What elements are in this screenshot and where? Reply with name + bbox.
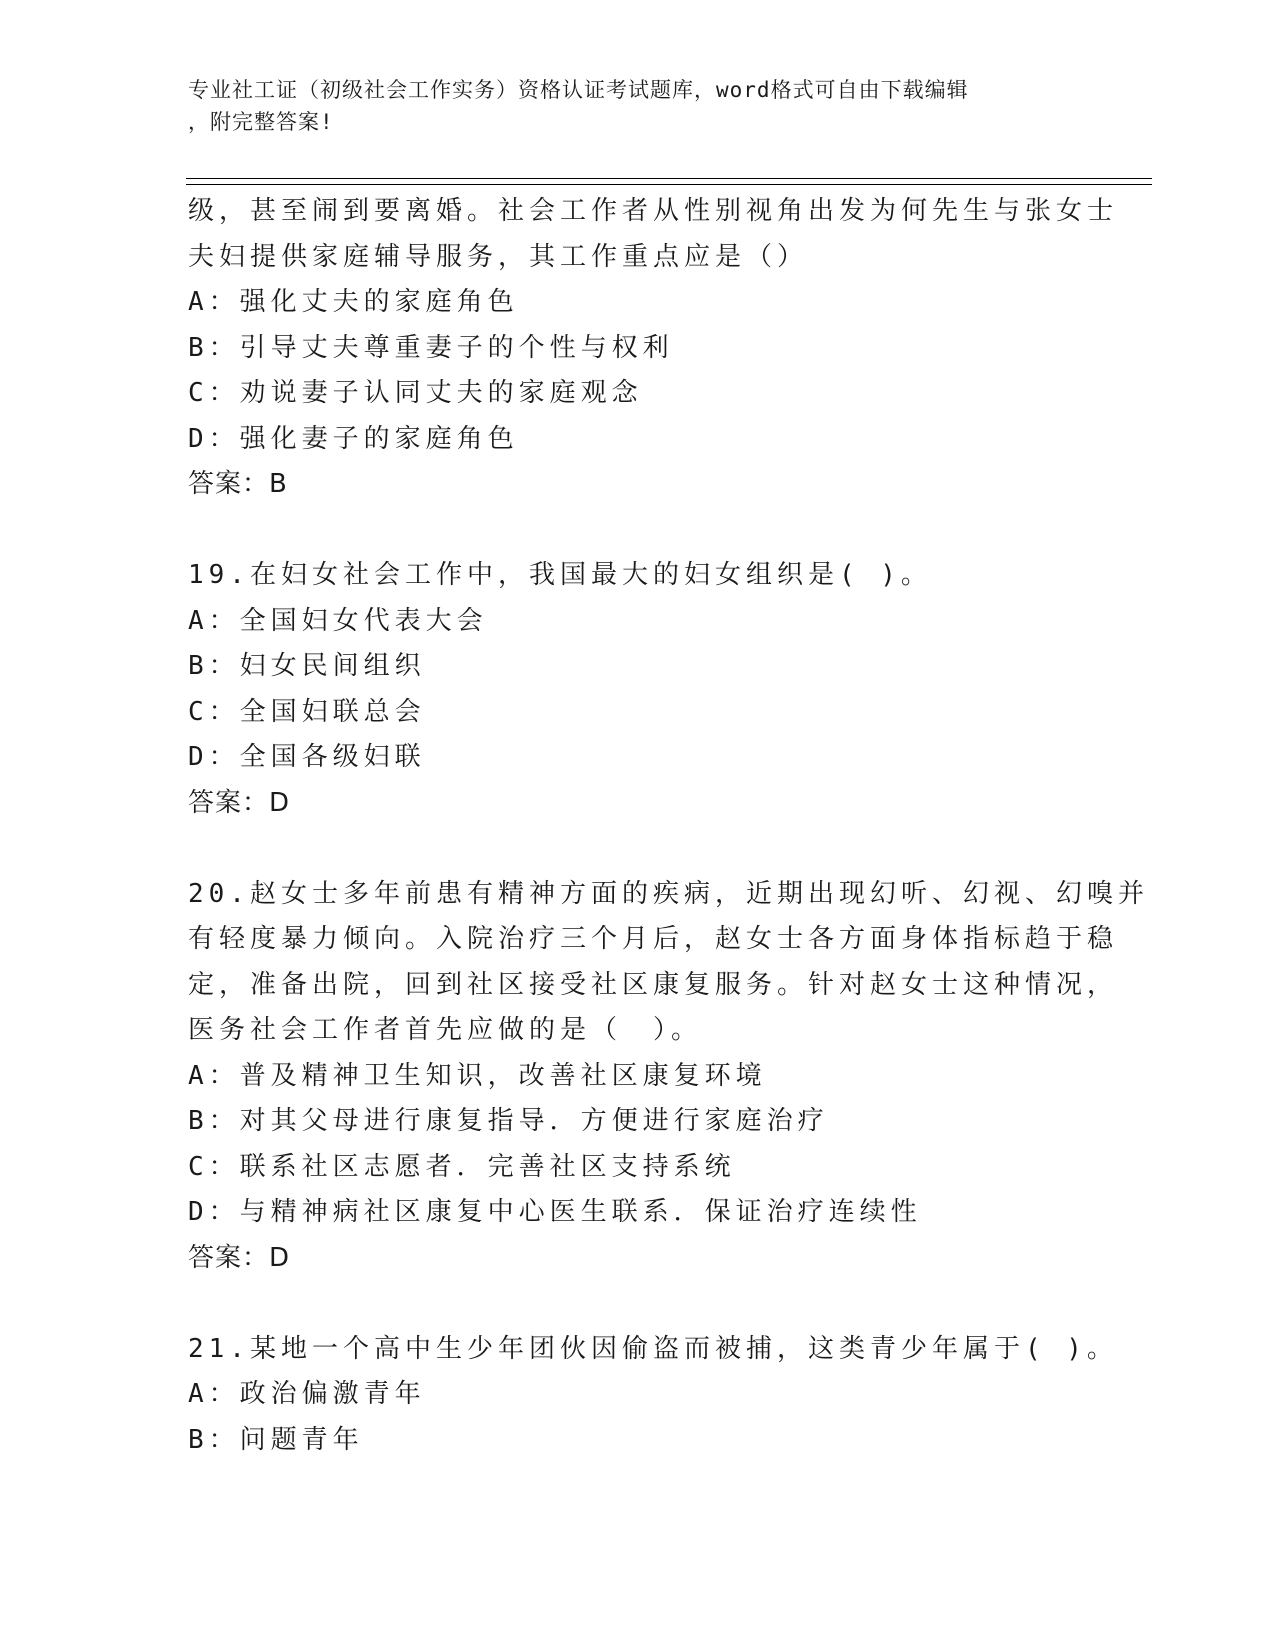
option-a: A：政治偏激青年 [188,1379,426,1409]
option-a: A：强化丈夫的家庭角色 [188,287,519,317]
option-d: D：与精神病社区康复中心医生联系．保证治疗连续性 [188,1197,922,1227]
question-19 [188,553,1088,826]
option-a: A：普及精神卫生知识，改善社区康复环境 [188,1060,767,1091]
option-c: C：劝说妻子认同丈夫的家庭观念 [188,378,643,408]
question-21 [188,1327,1118,1464]
answer-line: 答案：D [188,1242,291,1273]
page-header [188,74,1068,138]
answer-line: 答案：B [188,469,288,499]
document-body [188,189,1149,1463]
question-18 [188,189,1119,508]
option-b: B：对其父母进行康复指导．方便进行家庭治疗 [188,1106,829,1136]
option-d: D：强化妻子的家庭角色 [188,423,519,454]
header-line-1: 专业社工证（初级社会工作实务）资格认证考试题库，word格式可自由下载编辑 [188,78,969,102]
header-rule-bottom [186,184,1152,185]
header-line-2: ，附完整答案! [188,110,334,134]
option-b: B：引导丈夫尊重妻子的个性与权利 [188,332,674,363]
question-stem-line: 定，准备出院，回到社区接受社区康复服务。针对赵女士这种情况， [188,969,1119,1000]
option-c: C：全国妇联总会 [188,696,426,727]
option-b: B：问题青年 [188,1424,364,1455]
option-d: D：全国各级妇联 [188,742,426,772]
option-b: B：妇女民间组织 [188,651,426,681]
option-c: C：联系社区志愿者．完善社区支持系统 [188,1151,736,1182]
spacer [188,826,1088,872]
header-rule-top [186,178,1152,179]
question-20 [188,872,1149,1282]
question-stem-line: 19.在妇女社会工作中，我国最大的妇女组织是( )。 [188,560,932,590]
option-a: A：全国妇女代表大会 [188,605,488,636]
question-stem-line: 20.赵女士多年前患有精神方面的疾病，近期出现幻听、幻视、幻嗅并 [188,878,1149,909]
answer-line: 答案：D [188,787,291,818]
question-stem-line: 级，甚至闹到要离婚。社会工作者从性别视角出发为何先生与张女士 [188,196,1119,226]
spacer [188,508,1088,554]
spacer [188,1281,1088,1327]
question-stem-line: 有轻度暴力倾向。入院治疗三个月后，赵女士各方面身体指标趋于稳 [188,924,1119,954]
question-stem-line: 21.某地一个高中生少年团伙因偷盗而被捕，这类青少年属于( )。 [188,1333,1118,1364]
question-stem-line: 医务社会工作者首先应做的是（ ）。 [188,1015,703,1045]
question-stem-line: 夫妇提供家庭辅导服务，其工作重点应是（） [188,241,809,272]
